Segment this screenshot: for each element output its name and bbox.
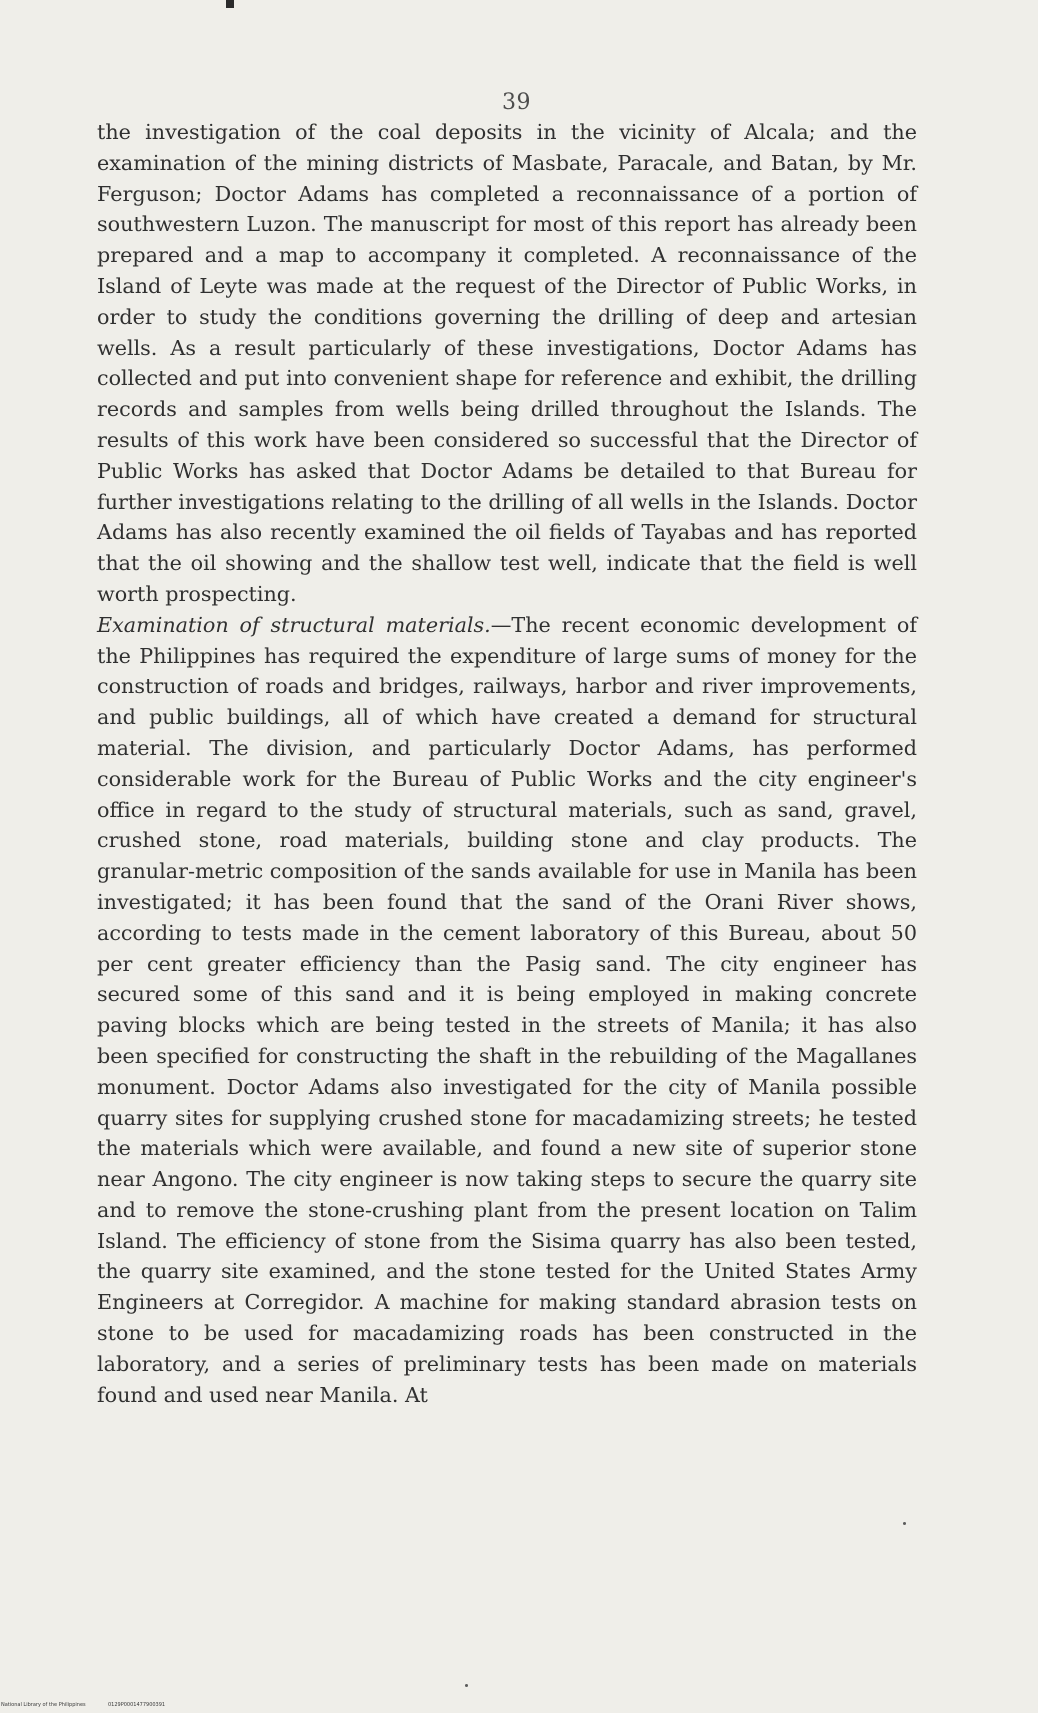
section-heading: Examination of structural materials. — [97, 612, 491, 637]
paragraph-structural-materials — [97, 610, 917, 1411]
footer-identifier: 0129P0001477900391 — [108, 1702, 166, 1708]
footer-source: National Library of the Philippines — [1, 1702, 86, 1708]
page-number: 39 — [502, 90, 531, 115]
scan-speck — [903, 1522, 906, 1525]
paragraph: the investigation of the coal deposits in the vicinity of Alcala; and the examination of the mining districts of Masbate, Paracale, and Batan, by Mr. Ferguson; Doctor Adams has completed a reconnaissance of a portion of southwestern Luzon. The manuscript for most of this report has already been prepared and a map to accompany it completed. A reconnaissance of the Island of Leyte was made at the request of the Director of Public Works, in order to study the conditions governing the drilling of deep and artesian wells. As a result particularly of these investigations, Doctor Adams has collected and put into convenient shape for reference and exhibit, the drilling records and samples from wells being drilled throughout the Islands. The results of this work have been considered so successful that the Director of Public Works has asked that Doctor Adams be detailed to that Bureau for further investigations relating to the drilling of all wells in the Islands. Doctor Adams has also recently examined the oil fields of Tayabas and has reported that the oil showing and the shallow test well, indicate that the field is well worth prospecting. — [97, 120, 917, 606]
scan-mark — [226, 0, 234, 8]
scan-speck — [465, 1684, 468, 1687]
paragraph-body: —The recent economic development of the Philippines has required the expenditure of large sums of money for the construction of roads and bridges, railways, harbor and river improvements, and public buildings, all of which have created a demand for structural material. The division, and particularly Doctor Adams, has performed considerable work for the Bureau of Public Works and the city engineer's office in regard to the study of structural materials, such as sand, gravel, crushed stone, road materials, building stone and clay products. The granular-metric composition of the sands available for use in Manila has been investigated; it has been found that the sand of the Orani River shows, according to tests made in the cement laboratory of this Bureau, about 50 per cent greater efficiency than the Pasig sand. The city engineer has secured some of this sand and it is being employed in making concrete paving blocks which are being tested in the streets of Manila; it has also been specified for constructing the shaft in the rebuilding of the Magallanes monument. Doctor Adams also investigated for the city of Manila possible quarry sites for supplying crushed stone for macadamizing streets; he tested the materials which were available, and found a new site of superior stone near Angono. The city engineer is now taking steps to secure the quarry site and to remove the stone-crushing plant from the present location on Talim Island. The efficiency of stone from the Sisima quarry has also been tested, the quarry site examined, and the stone tested for the United States Army Engineers at Corregidor. A machine for making standard abrasion tests on stone to be used for macadamizing roads has been constructed in the laboratory, and a series of preliminary tests has been made on materials found and used near Manila. At — [97, 612, 917, 1407]
document-body — [97, 117, 917, 1410]
